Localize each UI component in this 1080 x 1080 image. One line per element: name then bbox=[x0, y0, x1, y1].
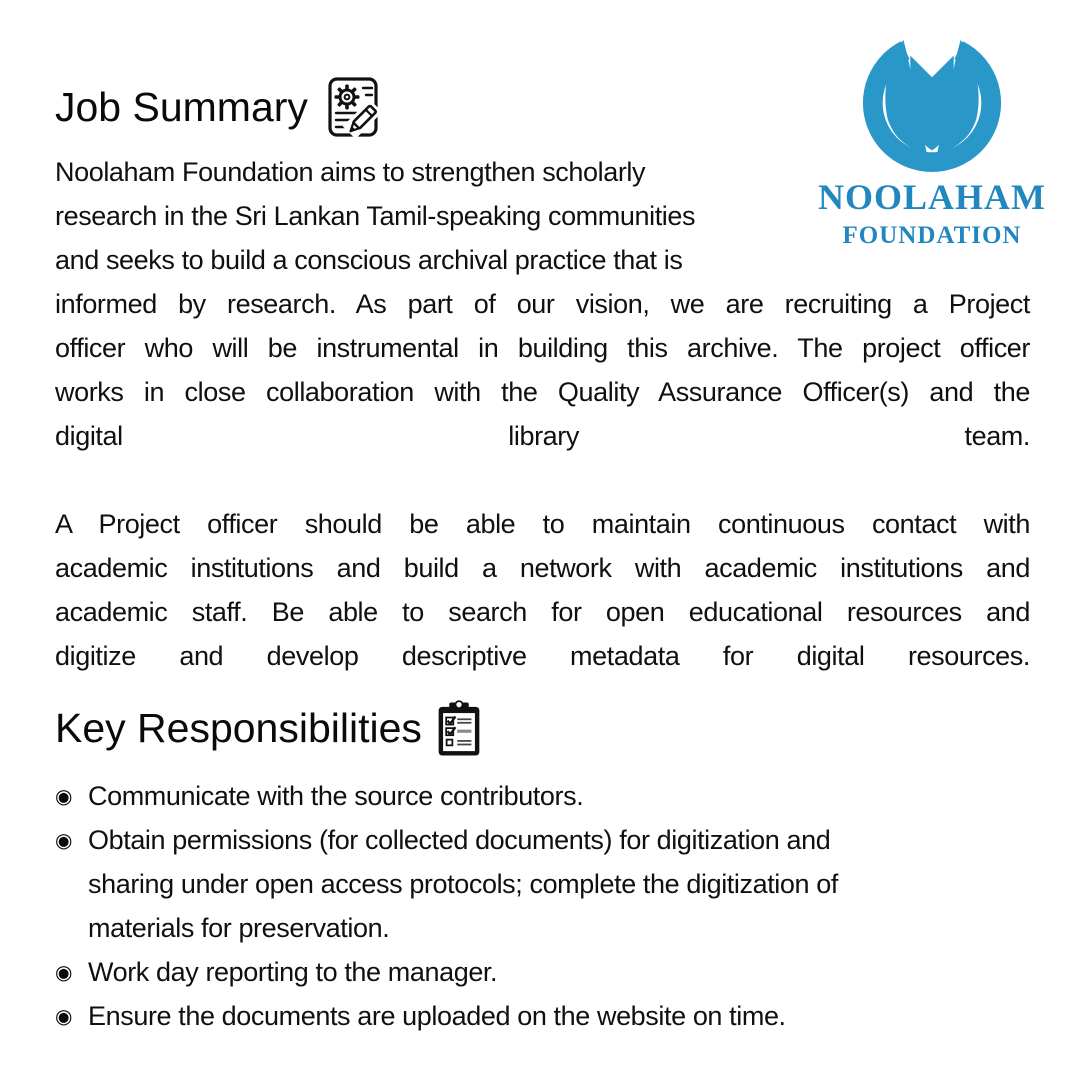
list-item bbox=[55, 818, 1030, 950]
fisheye-bullet-icon: ◉ bbox=[55, 828, 73, 852]
text-line: academic institutions and build a network with academic institutions and bbox=[55, 553, 1030, 583]
job-summary-paragraph1-narrow bbox=[55, 150, 820, 282]
text-line: digitize and develop descriptive metadata for digital resources. bbox=[55, 641, 1030, 671]
text-line: informed by research. As part of our vision, we are recruiting a Project bbox=[55, 289, 1030, 319]
text-line: research in the Sri Lankan Tamil-speaking communities bbox=[55, 201, 696, 231]
text-line: and seeks to build a conscious archival practice that is bbox=[55, 245, 683, 275]
list-item bbox=[55, 950, 1030, 994]
key-responsibilities-heading bbox=[55, 700, 1030, 758]
responsibilities-list bbox=[55, 774, 1030, 1038]
job-summary-paragraph2 bbox=[55, 502, 1030, 678]
text-line: sharing under open access protocols; complete the digitization of bbox=[88, 869, 838, 899]
text-line: officer who will be instrumental in building this archive. The project officer bbox=[55, 333, 1030, 363]
text-line: academic staff. Be able to search for open educational resources and bbox=[55, 597, 1030, 627]
fisheye-bullet-icon: ◉ bbox=[55, 960, 73, 984]
noolaham-logo-mark-icon bbox=[806, 26, 1058, 174]
text-line: Work day reporting to the manager. bbox=[88, 957, 498, 987]
brand-subname: FOUNDATION bbox=[842, 222, 1022, 249]
text-line: Ensure the documents are uploaded on the website on time. bbox=[88, 1001, 786, 1031]
fisheye-bullet-icon: ◉ bbox=[55, 1004, 73, 1028]
job-summary-paragraph1-wide bbox=[55, 282, 1030, 458]
list-item bbox=[55, 774, 1030, 818]
text-line: materials for preservation. bbox=[88, 913, 390, 943]
text-line: works in close collaboration with the Quality Assurance Officer(s) and the bbox=[55, 377, 1030, 407]
document-gear-pencil-icon bbox=[322, 76, 386, 140]
clipboard-checklist-icon bbox=[436, 700, 482, 758]
text-line: digital library team. bbox=[55, 421, 1030, 451]
text-line: A Project officer should be able to maintain continuous contact with bbox=[55, 509, 1030, 539]
key-responsibilities-title: Key Responsibilities bbox=[55, 705, 422, 752]
noolaham-logo bbox=[806, 26, 1058, 250]
brand-name: NOOLAHAM bbox=[818, 177, 1046, 217]
text-line: Communicate with the source contributors. bbox=[88, 781, 584, 811]
fisheye-bullet-icon: ◉ bbox=[55, 784, 73, 808]
text-line: Obtain permissions (for collected documents) for digitization and bbox=[88, 825, 831, 855]
list-item bbox=[55, 994, 1030, 1038]
text-line: Noolaham Foundation aims to strengthen scholarly bbox=[55, 157, 646, 187]
job-summary-title: Job Summary bbox=[55, 84, 308, 131]
